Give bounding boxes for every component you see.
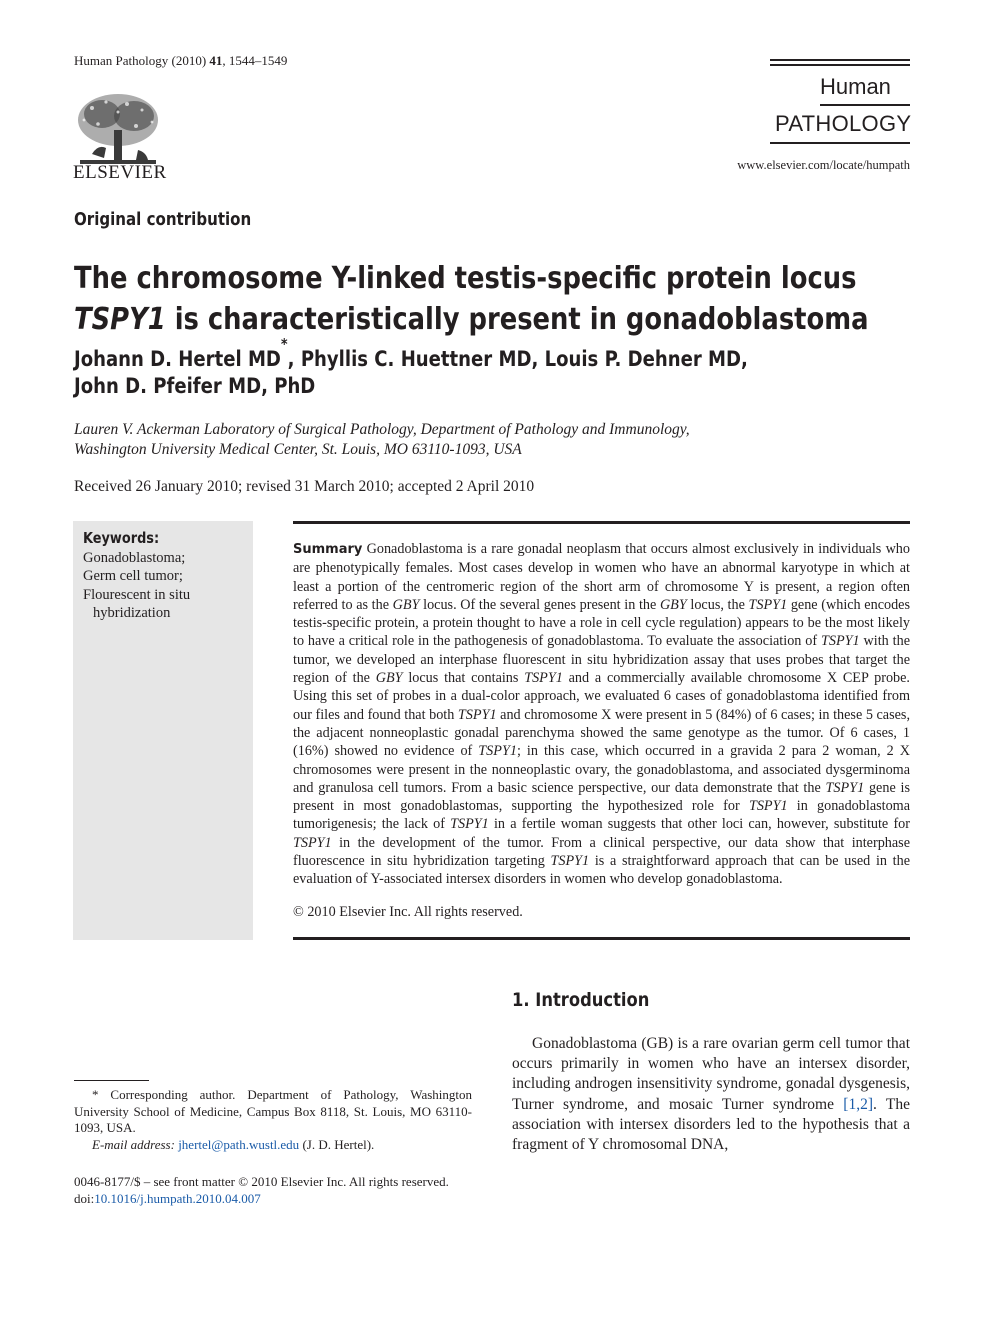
doi-label: doi: <box>74 1191 95 1206</box>
authors-line-2: John D. Pfeifer MD, PhD <box>74 374 316 398</box>
abstract-lead: Summary <box>293 542 363 557</box>
affiliation <box>74 420 834 460</box>
keywords-title: Keywords: <box>83 529 160 547</box>
journal-title-rule-top <box>770 59 910 61</box>
issn-line: 0046-8177/$ – see front matter © 2010 Elsevier Inc. All rights reserved. <box>74 1174 449 1189</box>
title-line-2 <box>74 299 934 340</box>
email-label: E-mail address: <box>92 1136 175 1152</box>
journal-url[interactable]: www.elsevier.com/locate/humpath <box>737 158 910 172</box>
journal-title-rule-top-2 <box>770 64 910 66</box>
journal-title-line1: Human <box>820 74 891 99</box>
corresponding-mark[interactable]: * <box>280 335 288 353</box>
keyword-item: hybridization <box>93 604 171 621</box>
section-label: Original contribution <box>74 210 252 230</box>
footnote-email-line <box>74 1137 472 1154</box>
article-title <box>74 258 934 340</box>
journal-title-rule-mid <box>820 104 910 106</box>
keywords-list <box>83 549 243 622</box>
journal-title-line2: PATHOLOGY <box>775 111 912 136</box>
abstract-rule-bottom <box>293 937 910 940</box>
corresponding-footnote <box>74 1087 472 1153</box>
journal-ref-volume: 41 <box>209 53 223 68</box>
affiliation-line-1: Lauren V. Ackerman Laboratory of Surgical Pathology, Department of Pathology and Immunology, <box>74 421 690 438</box>
email-suffix: (J. D. Hertel). <box>299 1136 375 1152</box>
journal-ref-pages: , 1544–1549 <box>222 53 288 68</box>
journal-ref-prefix: Human Pathology (2010) <box>74 53 210 68</box>
email-link[interactable]: jhertel@path.wustl.edu <box>178 1136 300 1152</box>
authors-line-1 <box>74 335 848 373</box>
journal-reference <box>74 53 287 69</box>
received-dates: Received 26 January 2010; revised 31 March 2010; accepted 2 April 2010 <box>74 478 535 495</box>
keyword-item: Gonadoblastoma; <box>83 550 186 566</box>
keyword-item: Germ cell tumor; <box>83 568 183 585</box>
doi-line <box>74 1190 494 1207</box>
keyword-item: Flourescent in situ <box>83 586 191 603</box>
introduction-heading: 1. Introduction <box>512 989 650 1011</box>
introduction-text: Gonadoblastoma (GB) is a rare ovarian germ cell tumor that occurs primarily in women who have an intersex disorder, including androgen insensitivity syndrome, gonadal dysgenesis, Turner syndrome, and mosaic Turner syndrome [1,2]. The association with intersex disorders led to the hypothesis that a fragment of Y chromosomal DNA, <box>512 1035 910 1154</box>
doi-link[interactable]: 10.1016/j.humpath.2010.04.007 <box>94 1191 261 1206</box>
abstract-rule-top <box>293 521 910 524</box>
title-line-1: The chromosome Y-linked testis-specific protein locus <box>74 261 857 296</box>
title-gene-name: TSPY1 <box>74 302 166 337</box>
footnote-rule <box>74 1080 149 1081</box>
footnote-text: * Corresponding author. Department of Pathology, Washington University School of Medicine, Campus Box 8118, St. Louis, MO 63110-1093, USA. <box>74 1087 472 1135</box>
author-list <box>74 335 848 400</box>
title-line-2-rest: is characteristically present in gonadoblastoma <box>165 302 869 337</box>
abstract-copyright: © 2010 Elsevier Inc. All rights reserved. <box>293 904 523 920</box>
abstract-text: Summary Gonadoblastoma is a rare gonadal neoplasm that occurs almost exclusively in individuals who are phenotypically females. Most cases develop in women who have an abnormal karyotype in which at least a portion of the centromeric region of the short arm of chromosome Y is present, a region often referred to as the GBY locus. Of the several genes present in the GBY locus, the TSPY1 gene (which encodes testis-specific protein, a protein thought to have a role in cell cycle regulation) appears to be the most likely to have a critical role in the pathogenesis of gonadoblastoma. To evaluate the association of TSPY1 with the tumor, we developed an interphase fluorescent in situ hybridization assay that uses probes that target the region of the GBY locus that contains TSPY1 and a commercially available chromosome X CEP probe. Using this set of probes in a dual-color approach, we evaluated 6 cases of gonadoblastoma identified from our files and found that both TSPY1 and chromosome X were present in 5 (84%) of 6 cases; in these 5 cases, the adjacent nonneoplastic gonadal parenchyma showed the same genotype as the tumor. Of 6 cases, 1 (16%) showed no evidence of TSPY1; in this case, which occurred in a gravida 2 para 2 woman, 2 X chromosomes were present in the nonneoplastic ovary, the gonadoblastoma, and associated dysgerminoma and granulosa cell tumors. From a basic science perspective, our data demonstrate that the TSPY1 gene is present in most gonadoblastomas, supporting the hypothesized role for TSPY1 in gonadoblastoma tumorigenesis; the lack of TSPY1 in a fertile woman suggests that other loci can, however, substitute for TSPY1 in the development of the tumor. From a clinical perspective, our data show that interphase fluorescence in situ hybridization targeting TSPY1 is a straightforward approach that can be used in the evaluation of Y-associated intersex disorders in women who develop gonadoblastoma. <box>293 541 911 888</box>
citation-link[interactable]: [1,2] <box>843 1095 873 1113</box>
author-corresponding: Johann D. Hertel MD <box>74 347 281 371</box>
journal-title-rule-bottom <box>770 142 910 144</box>
affiliation-line-2: Washington University Medical Center, St. Louis, MO 63110-1093, USA <box>74 441 522 458</box>
authors-line-1-rest: , Phyllis C. Huettner MD, Louis P. Dehner MD, <box>287 347 748 371</box>
publisher-logo-text: ELSEVIER <box>73 162 167 183</box>
issn-block <box>74 1173 494 1207</box>
